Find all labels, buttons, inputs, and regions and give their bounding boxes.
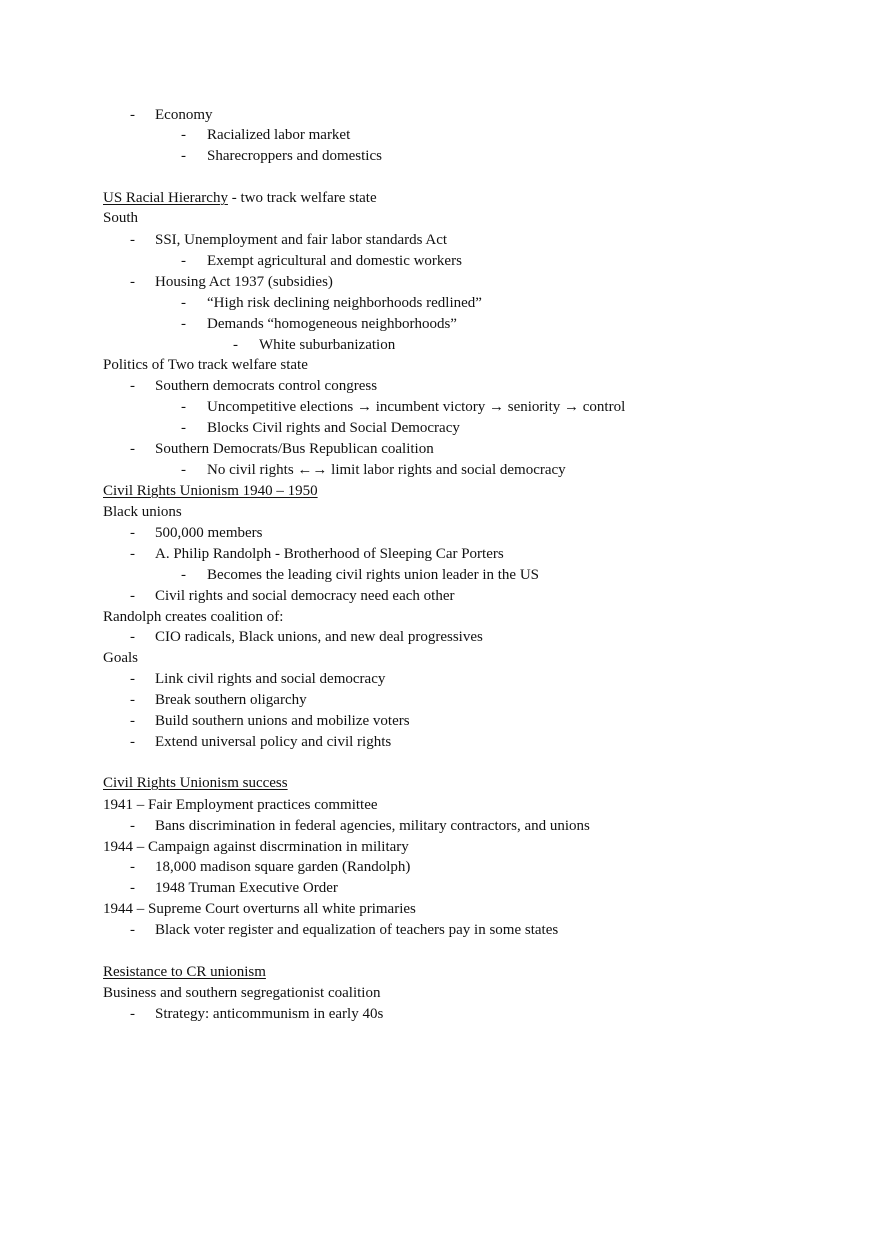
- bullet-text: No civil rights ←→ limit labor rights and social democracy: [207, 462, 566, 478]
- bullet-text: Exempt agricultural and domestic workers: [207, 253, 462, 269]
- bullet-text: Blocks Civil rights and Social Democracy: [207, 420, 460, 436]
- bullet-dash: -: [130, 880, 135, 896]
- bullet-dash: -: [130, 734, 135, 750]
- bullet-text: Uncompetitive elections → incumbent victory → seniority → control: [207, 399, 626, 415]
- bullet-text: Black voter register and equalization of teachers pay in some states: [155, 922, 559, 938]
- bullet-dash: -: [130, 588, 135, 604]
- bullet-text: Economy: [155, 107, 213, 123]
- bullet-text: White suburbanization: [259, 337, 396, 353]
- bullet-text: Sharecroppers and domestics: [207, 148, 382, 164]
- bullet-dash: -: [130, 546, 135, 562]
- line-text: Goals: [103, 650, 138, 666]
- bullet-dash: -: [181, 420, 186, 436]
- bullet-text: Link civil rights and social democracy: [155, 671, 386, 687]
- bullet-dash: -: [181, 253, 186, 269]
- heading-text: US Racial Hierarchy: [103, 190, 228, 206]
- line-text: 1944 – Supreme Court overturns all white primaries: [103, 901, 416, 917]
- bullet-text: Strategy: anticommunism in early 40s: [155, 1006, 384, 1022]
- bullet-text: Southern Democrats/Bus Republican coalition: [155, 441, 434, 457]
- line-text: 1941 – Fair Employment practices committee: [103, 797, 378, 813]
- bullet-dash: -: [130, 1006, 135, 1022]
- heading-text: Civil Rights Unionism success: [103, 775, 288, 791]
- bullet-dash: -: [130, 378, 135, 394]
- bullet-text: Extend universal policy and civil rights: [155, 734, 392, 750]
- bullet-text: A. Philip Randolph - Brotherhood of Sleeping Car Porters: [155, 546, 504, 562]
- bullet-text: Housing Act 1937 (subsidies): [155, 274, 333, 290]
- bullet-dash: -: [130, 713, 135, 729]
- line-text: South: [103, 210, 139, 226]
- bullet-dash: -: [130, 671, 135, 687]
- bullet-text: Southern democrats control congress: [155, 378, 378, 394]
- line-text: Black unions: [103, 504, 182, 520]
- bullet-dash: -: [130, 692, 135, 708]
- bullet-text: Break southern oligarchy: [155, 692, 307, 708]
- bullet-text: Bans discrimination in federal agencies, military contractors, and unions: [155, 818, 590, 834]
- bullet-text: Demands “homogeneous neighborhoods”: [207, 316, 457, 332]
- bullet-dash: -: [130, 818, 135, 834]
- bullet-text: Racialized labor market: [207, 127, 351, 143]
- bullet-dash: -: [181, 462, 186, 478]
- bullet-text: 500,000 members: [155, 525, 263, 541]
- bullet-dash: -: [181, 567, 186, 583]
- bullet-dash: -: [130, 922, 135, 938]
- bullet-dash: -: [130, 629, 135, 645]
- line-text: Randolph creates coalition of:: [103, 609, 284, 625]
- bullet-dash: -: [130, 274, 135, 290]
- bullet-dash: -: [130, 525, 135, 541]
- bullet-text: Civil rights and social democracy need each other: [155, 588, 455, 604]
- bullet-dash: -: [181, 399, 186, 415]
- bullet-dash: -: [130, 859, 135, 875]
- bullet-dash: -: [233, 337, 238, 353]
- line-text: Business and southern segregationist coalition: [103, 985, 381, 1001]
- line-text: 1944 – Campaign against discrmination in military: [103, 839, 409, 855]
- bullet-dash: -: [130, 441, 135, 457]
- bullet-dash: -: [181, 316, 186, 332]
- bullet-text: Becomes the leading civil rights union leader in the US: [207, 567, 540, 583]
- heading-suffix: - two track welfare state: [227, 190, 377, 206]
- bullet-text: Build southern unions and mobilize voters: [155, 713, 410, 729]
- bullet-dash: -: [181, 148, 186, 164]
- bullet-text: SSI, Unemployment and fair labor standards Act: [155, 232, 448, 248]
- bullet-dash: -: [130, 232, 135, 248]
- heading-text: Resistance to CR unionism: [103, 964, 266, 980]
- line-text: Politics of Two track welfare state: [103, 357, 308, 373]
- bullet-text: 1948 Truman Executive Order: [155, 880, 338, 896]
- bullet-dash: -: [181, 127, 186, 143]
- bullet-text: 18,000 madison square garden (Randolph): [155, 859, 411, 875]
- bullet-dash: -: [130, 107, 135, 123]
- bullet-text: CIO radicals, Black unions, and new deal progressives: [155, 629, 483, 645]
- heading-text: Civil Rights Unionism 1940 – 1950: [103, 483, 318, 499]
- bullet-dash: -: [181, 295, 186, 311]
- bullet-text: “High risk declining neighborhoods redlined”: [207, 295, 482, 311]
